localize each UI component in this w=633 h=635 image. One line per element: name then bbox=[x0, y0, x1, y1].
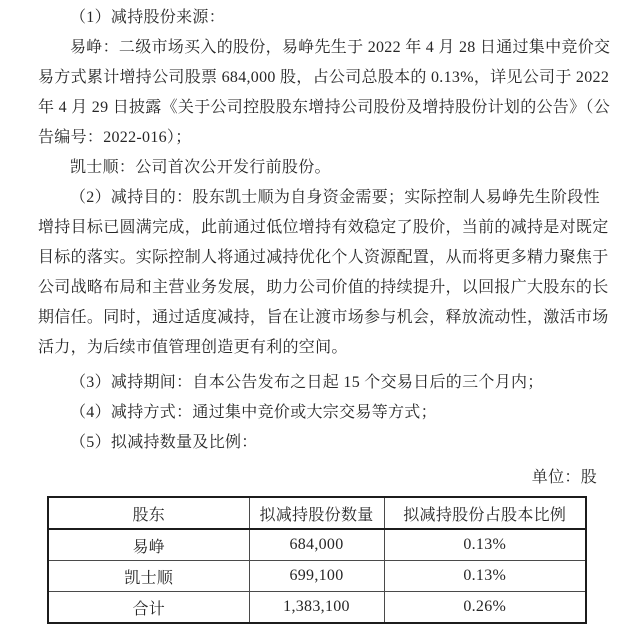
text-line: 公司战略布局和主营业务发展，助力公司价值的持续提升，以回报广大股东的长 bbox=[38, 279, 609, 296]
paragraph-kaishishun-source bbox=[38, 153, 597, 183]
paragraph-reduction-method bbox=[38, 398, 597, 428]
paragraph-reduction-source-heading bbox=[38, 3, 597, 33]
table-row-kaishishun bbox=[48, 561, 586, 592]
text-line: 增持目标已圆满完成，此前通过低位增持有效稳定了股价，当前的减持是对既定 bbox=[38, 219, 609, 236]
paragraph-reduction-quantity-heading bbox=[38, 428, 597, 458]
table-cell-quantity: 699,100 bbox=[249, 561, 384, 592]
text-line: 活力，为后续市值管理创造更有利的空间。 bbox=[38, 339, 348, 356]
text-line: 易峥：二级市场买入的股份，易峥先生于 2022 年 4 月 28 日通过集中竞价交 bbox=[70, 39, 611, 56]
table-cell-ratio: 0.26% bbox=[384, 592, 586, 624]
table-cell-quantity: 684,000 bbox=[249, 529, 384, 561]
text-line: 凯士顺：公司首次公开发行前股份。 bbox=[70, 159, 331, 176]
reduction-plan-table bbox=[47, 496, 587, 624]
text-line: （2）减持目的：股东凯士顺为自身资金需要；实际控制人易峥先生阶段性 bbox=[70, 189, 600, 206]
text-line: （3）减持期间：自本公告发布之日起 15 个交易日后的三个月内； bbox=[70, 374, 544, 391]
paragraph-yizheng-source bbox=[38, 33, 611, 153]
table-header-row bbox=[48, 497, 586, 529]
text-line: （5）拟减持数量及比例： bbox=[70, 434, 258, 451]
table-cell-quantity: 1,383,100 bbox=[249, 592, 384, 624]
table-header-ratio: 拟减持股份占股本比例 bbox=[384, 497, 586, 529]
text-line: 年 4 月 29 日披露《关于公司控股股东增持公司股份及增持股份计划的公告》（公 bbox=[38, 99, 611, 116]
unit-label: 单位：股 bbox=[531, 469, 597, 486]
text-line: （1）减持股份来源： bbox=[70, 9, 226, 26]
text-line: 易方式累计增持公司股票 684,000 股，占公司总股本的 0.13%，详见公司于 2022 bbox=[38, 69, 610, 86]
table-header-quantity: 拟减持股份数量 bbox=[249, 497, 384, 529]
table-row-yizheng bbox=[48, 529, 586, 561]
table-cell-shareholder: 易峥 bbox=[48, 529, 249, 561]
table-cell-ratio: 0.13% bbox=[384, 529, 586, 561]
paragraph-reduction-purpose bbox=[38, 183, 609, 363]
table-cell-shareholder: 合计 bbox=[48, 592, 249, 624]
text-line: 期信任。同时，通过适度减持，旨在让渡市场参与机会，释放流动性，激活市场 bbox=[38, 309, 609, 326]
paragraph-reduction-period bbox=[38, 368, 597, 398]
text-line: 告编号：2022-016）； bbox=[38, 129, 192, 146]
table-header-shareholder: 股东 bbox=[48, 497, 249, 529]
text-line: （4）减持方式：通过集中竞价或大宗交易等方式； bbox=[70, 404, 437, 421]
text-line: 目标的落实。实际控制人将通过减持优化个人资源配置，从而将更多精力聚焦于 bbox=[38, 249, 609, 266]
table-cell-shareholder: 凯士顺 bbox=[48, 561, 249, 592]
table-cell-ratio: 0.13% bbox=[384, 561, 586, 592]
table-row-total bbox=[48, 592, 586, 624]
